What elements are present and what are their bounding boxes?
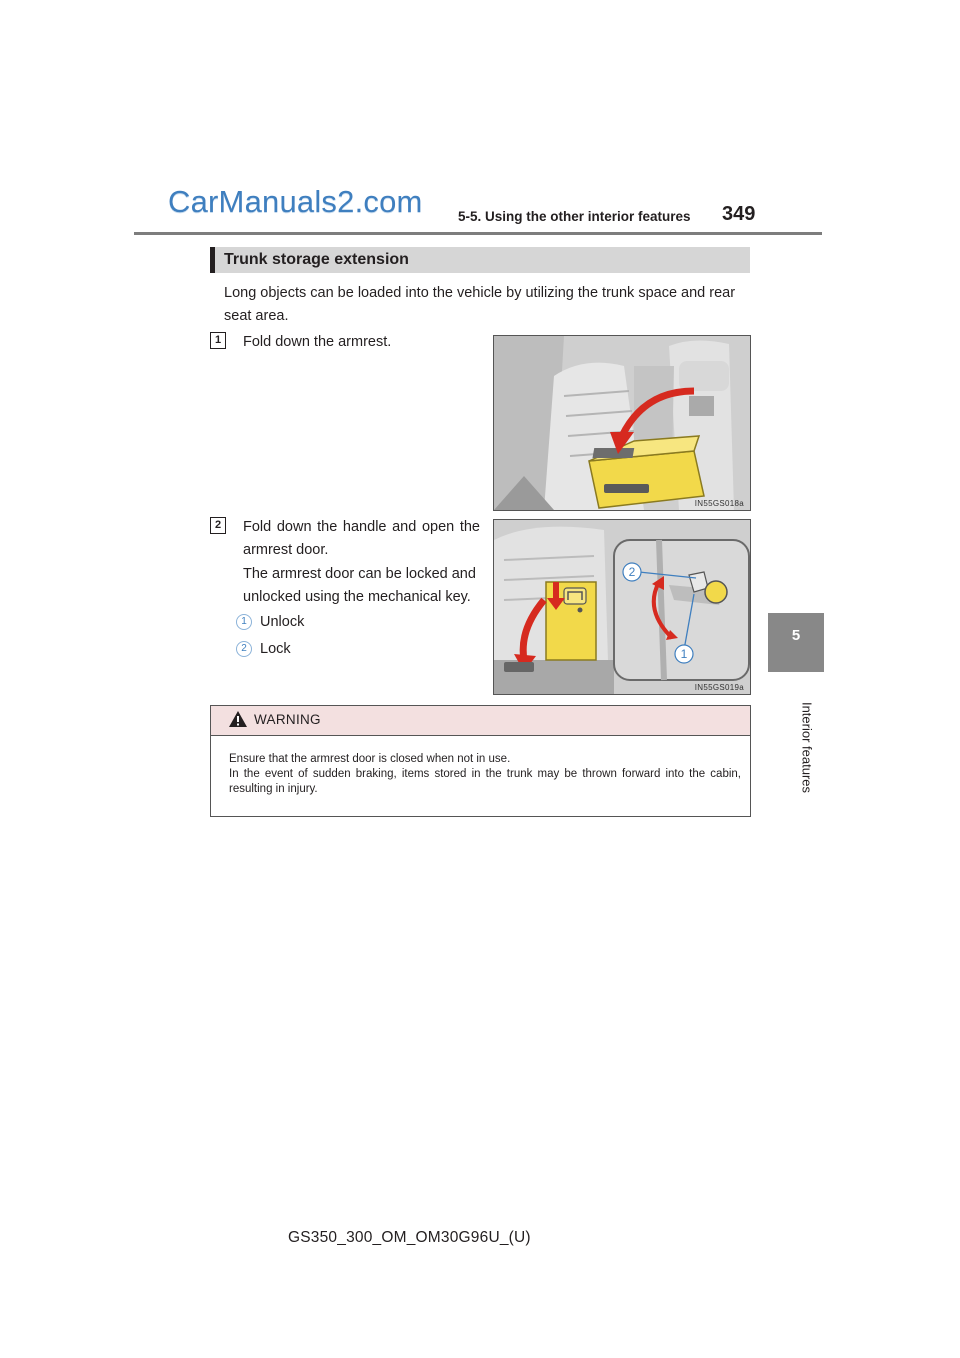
- site-logo: CarManuals2.com: [168, 184, 423, 219]
- option-2-number: 2: [236, 641, 252, 657]
- armrest-door-illustration: [494, 520, 750, 694]
- heading-accent: [210, 247, 215, 273]
- figure-1-id: IN55GS018a: [694, 499, 744, 508]
- figure-fold-armrest: [493, 335, 751, 511]
- intro-paragraph: Long objects can be loaded into the vehicle by utilizing the trunk space and rear seat area.: [224, 285, 736, 324]
- warning-text: [229, 752, 741, 797]
- figure-armrest-door: [493, 519, 751, 695]
- figure-2-id: IN55GS019a: [694, 683, 744, 692]
- warning-title: WARNING: [254, 712, 321, 727]
- step-1-badge: 1: [210, 332, 226, 349]
- warning-triangle-icon: [228, 710, 248, 728]
- callout-lock-number: 2: [628, 565, 636, 579]
- armrest-fold-illustration: [494, 336, 750, 510]
- page-number: 349: [722, 203, 756, 225]
- step-1-text: Fold down the armrest.: [243, 334, 392, 350]
- warning-line-2: In the event of sudden braking, items stored in the trunk may be thrown forward into the cabin, resulting in injury.: [229, 768, 741, 795]
- chapter-tab-label: Interior features: [799, 701, 815, 794]
- step-2-badge: 2: [210, 517, 226, 534]
- option-1-number: 1: [236, 614, 252, 630]
- step-2-note: The armrest door can be locked and unlocked using the mechanical key.: [243, 566, 476, 605]
- warning-line-1: Ensure that the armrest door is closed when not in use.: [229, 753, 511, 765]
- callout-unlock-number: 1: [680, 647, 688, 661]
- section-heading: Trunk storage extension: [224, 251, 409, 268]
- chapter-tab-number: 5: [791, 627, 801, 644]
- step-2-text: Fold down the handle and open the armrest door.: [243, 519, 480, 558]
- header-rule: [134, 232, 822, 235]
- section-title: 5-5. Using the other interior features: [458, 209, 691, 224]
- document-code: GS350_300_OM_OM30G96U_(U): [288, 1229, 531, 1246]
- option-unlock-label: Unlock: [260, 614, 305, 630]
- option-lock-label: Lock: [260, 641, 291, 657]
